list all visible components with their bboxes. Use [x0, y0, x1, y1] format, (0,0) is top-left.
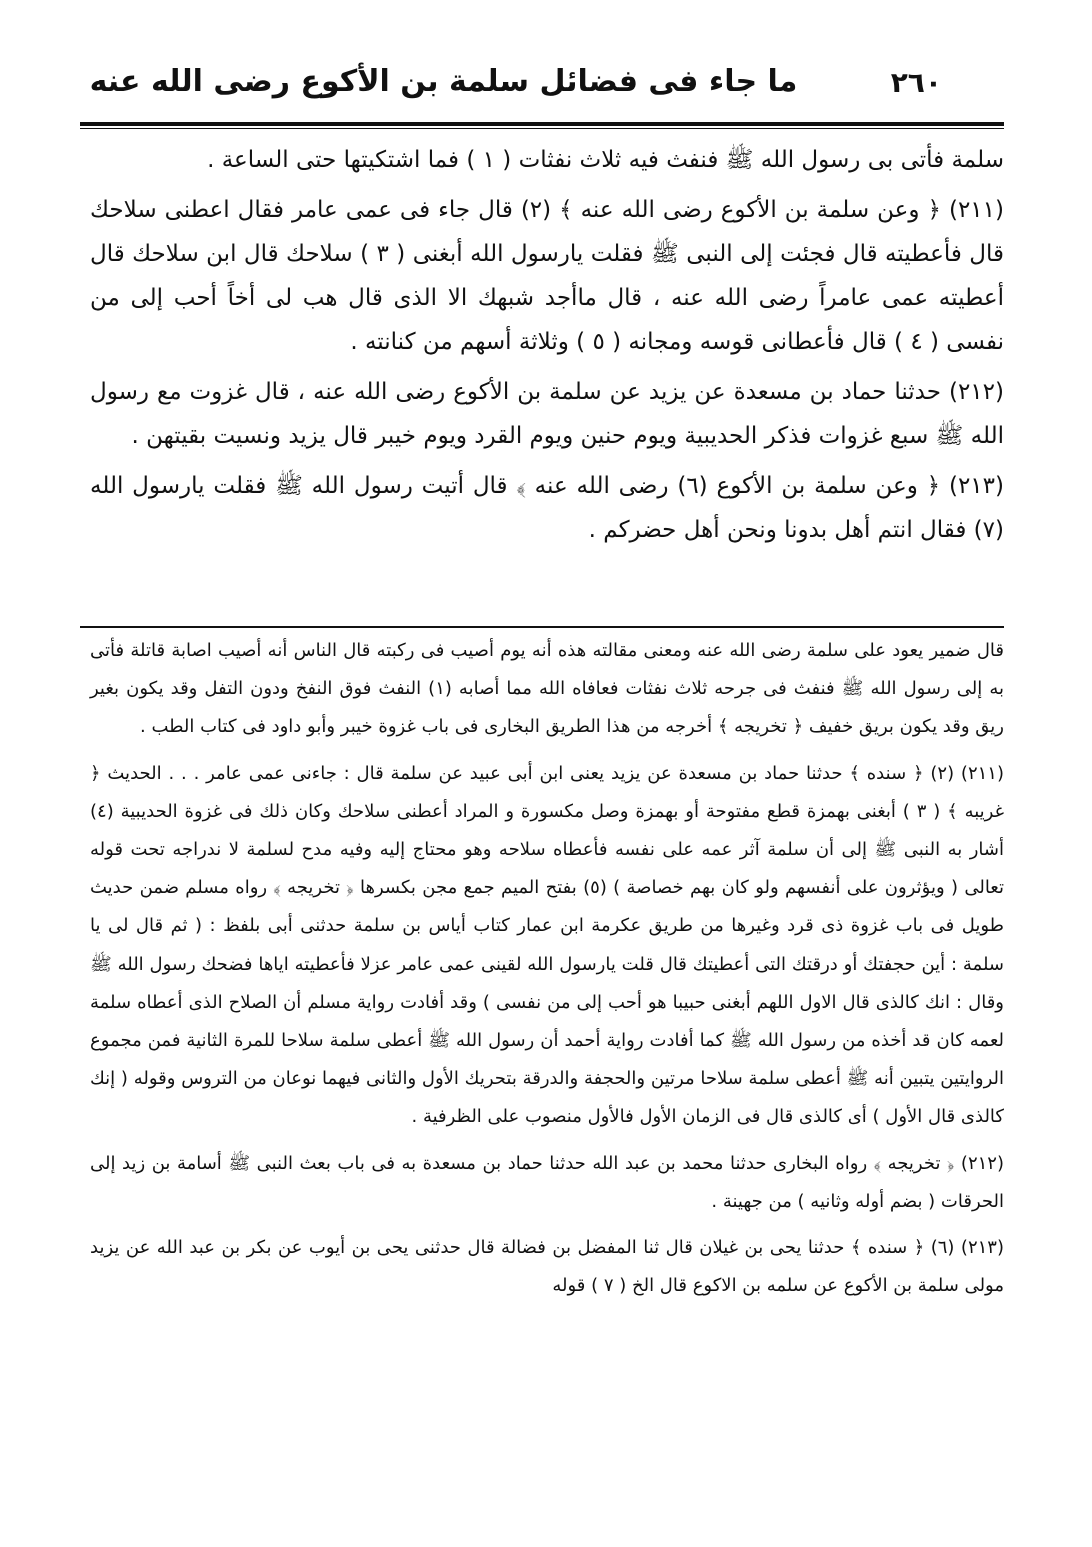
running-header [85, 60, 1002, 106]
header-rule [80, 122, 1004, 126]
hadith-211: (٢١١) ﴿ وعن سلمة بن الأكوع رضى الله عنه ﴾ (٢) قال جاء فى عمى عامر فقال اعطنى سلاحك قال فأعطيته قال فجئت إلى النبى ﷺ فقلت يارسول الله أبغنى ( ٣ ) سلاحك قال ابن سلاحك قال أعطيته عمى عامراً رضى الله عنه ، قال ماأجد شبهك الا الذى قال هب لى أخاً أحب إلى من نفسى ( ٤ ) قال فأعطانى قوسه ومجانه ( ٥ ) وثلاثة أسهم من كنانته . [90, 197, 1004, 355]
footnote-continued: قال ضمير يعود على سلمة رضى الله عنه ومعنى مقالته هذه أنه يوم أصيب فى ركبته قال الناس أنه أصيب اصابة قاتلة فأتى به إلى رسول الله ﷺ فنفث فى جرحه ثلاث نفثات فعافاه الله مما أصابه (١) النفث فوق النفخ ودون التفل وقد يكون بغير ريق وقد يكون بريق خفيف ﴿ تخريجه ﴾ أخرجه من هذا الطريق البخارى فى باب غزوة خيبر وأبو داود فى كتاب الطب . [90, 640, 1005, 738]
hadith-213: (٢١٣) ﴿ وعن سلمة بن الأكوع (٦) رضى الله عنه ﴾ قال أتيت رسول الله ﷺ فقلت يارسول الله (٧) فقال انتم أهل بدونا ونحن أهل حضركم . [90, 473, 1004, 543]
running-title: ما جاء فى فضائل سلمة بن الأكوع رضى الله عنه [89, 64, 798, 99]
main-paragraph: سلمة فأتى بى رسول الله ﷺ فنفث فيه ثلاث نفثات ( ١ ) فما اشتكيتها حتى الساعة . [207, 147, 1004, 173]
page-number: ٢٦٠ [890, 66, 942, 99]
footnote-divider [80, 626, 1004, 628]
hadith-212: (٢١٢) حدثنا حماد بن مسعدة عن يزيد عن سلمة بن الأكوع رضى الله عنه ، قال غزوت مع رسول الله ﷺ سبع غزوات فذكر الحديبية ويوم حنين ويوم القرد ويوم خيبر قال يزيد ونسيت بقيتهن . [90, 379, 1004, 449]
main-text [90, 138, 1004, 558]
footnote-213: (٢١٣) (٦) ﴿ سنده ﴾ حدثنا يحى بن غيلان قال ثنا المفضل بن فضالة قال حدثنى يحى بن أيوب عن بكر بن عبد الله عن يزيد مولى سلمة بن الأكوع عن سلمه بن الاكوع قال الخ ( ٧ ) قوله [90, 1237, 1004, 1297]
footnotes [90, 632, 1004, 1305]
footnote-212: (٢١٢) ﴿ تخريجه ﴾ رواه البخارى حدثنا محمد بن عبد الله حدثنا حماد بن مسعدة به فى باب بعث النبى ﷺ أسامة بن زيد إلى الحرقات ( بضم أوله وثانيه ) من جهينة . [90, 1152, 1004, 1212]
header-rule-thin [80, 128, 1004, 129]
footnote-211: (٢١١) (٢) ﴿ سنده ﴾ حدثنا حماد بن مسعدة عن يزيد يعنى ابن أبى عبيد عن سلمة قال : جاءنى عمى عامر . . . الحديث ﴿ غريبه ﴾ ( ٣ ) أبغنى بهمزة قطع مفتوحة أو بهمزة وصل مكسورة و المراد أعطنى سلاحك وكان ذلك فى غزوة الحديبية (٤) أشار به النبى ﷺ إلى أن سلمة آثر عمه على نفسه فأعطاه سلاحه وهو محتاج إليه وفيه مدح لسلمة لا ندراجه تحت قوله تعالى ( ويؤثرون على أنفسهم ولو كان بهم خصاصة ) (٥) بفتح الميم جمع مجن بكسرها ﴿ تخريجه ﴾ رواه مسلم ضمن حديث طويل فى باب غزوة ذى قرد وغيرها من طريق عكرمة ابن عمار كتاب أياس بن سلمة حدثنى أبى بلفظ : ( ثم قال لى يا سلمة : أين حجفتك أو درقتك التى أعطيتك قال قلت يارسول الله لقينى عمى عامر عزلا فأعطيته اياها فضحك رسول الله ﷺ وقال : انك كالذى قال الاول اللهم أبغنى حبيبا هو أحب إلى من نفسى ) وقد أفادت رواية مسلم أن الصلاح الذى أعطاه سلمة لعمه كان قد أخذه من رسول الله ﷺ كما أفادت رواية أحمد أن رسول الله ﷺ أعطى سلمة سلاحا للمرة الثانية فمن مجموع الروايتين يتبين أنه ﷺ أعطى سلمة سلاحا مرتين والحجفة والدرقة بتحريك الأول والثانى فيهما نوعان من التروس وقوله ( إنك كالذى قال الأول ) أى كالذى قال فى الزمان الأول فالأول منصوب على الظرفية . [90, 762, 1005, 1128]
